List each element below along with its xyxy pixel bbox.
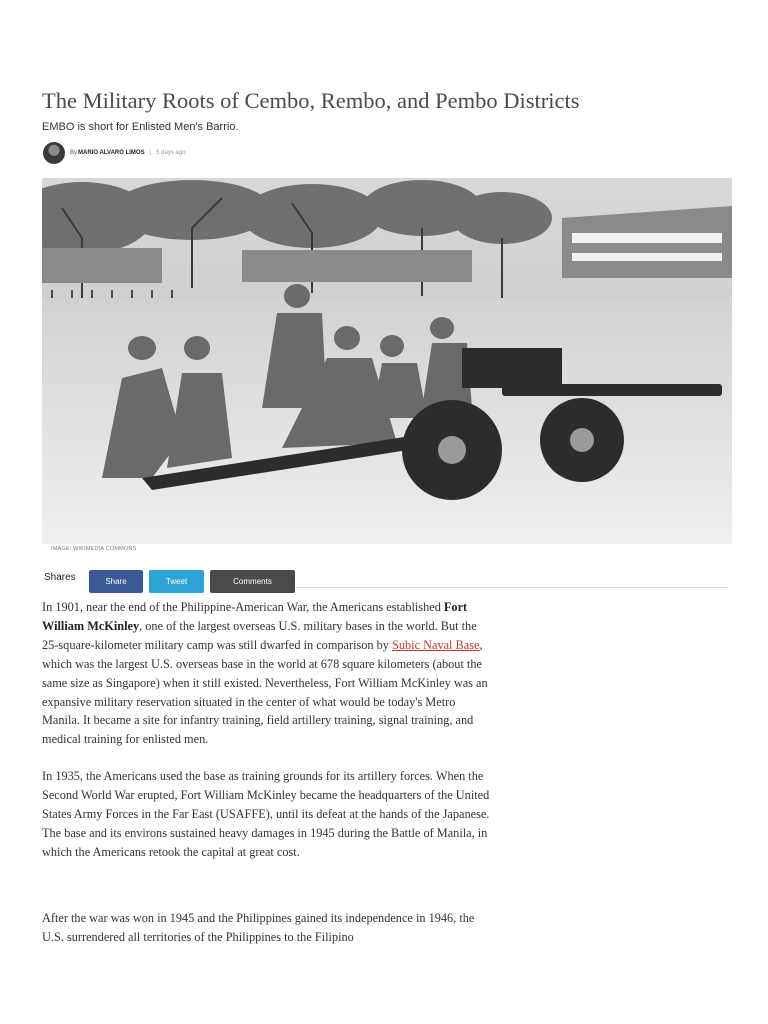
share-divider xyxy=(296,587,728,588)
paragraph-text: , one of the largest overseas U.S. military bases in the world. But the 25-square-kilometer military camp was still dwarfed in comparison by xyxy=(42,618,477,652)
facebook-share-button[interactable]: Share xyxy=(89,570,143,593)
article-paragraph xyxy=(42,598,494,749)
image-credit: IMAGE: WIKIMEDIA COMMONS xyxy=(51,546,137,552)
article-paragraph: In 1935, the Americans used the base as training grounds for its artillery forces. When the Second World War erupted, Fort William McKinley became the headquarters of the United States Army Forces in the Far East (USAFFE), until its defeat at the hands of the Japanese. The base and its environs sustained heavy damages in 1945 during the Battle of Manila, in which the Americans retook the capital at great cost. xyxy=(42,769,490,859)
article-subtitle: EMBO is short for Enlisted Men's Barrio. xyxy=(42,121,239,133)
byline-separator: | xyxy=(149,150,152,156)
subic-naval-base-link[interactable]: Subic Naval Base xyxy=(392,637,480,652)
author-name-link[interactable]: MARIO ALVARO LIMOS xyxy=(78,150,145,156)
paragraph-text: , which was the largest U.S. overseas base in the world at 678 square kilometers (about the same size as Singapore) when it still existed. Nevertheless, Fort William McKinley was an expansive military reservation situated in the center of what would be today's Metro Manila. It became a site for infantry training, field artillery training, signal training, and medical training for enlisted men. xyxy=(42,637,488,747)
twitter-tweet-button[interactable]: Tweet xyxy=(149,570,204,593)
article-paragraph: After the war was won in 1945 and the Philippines gained its independence in 1946, the U.S. surrendered all territories of the Philippines to the Filipino xyxy=(42,910,475,944)
byline xyxy=(43,142,186,164)
hero-photo-illustration xyxy=(42,178,732,544)
shares-label: Shares xyxy=(44,572,76,583)
publish-time: 5 days ago xyxy=(156,150,186,156)
article-body xyxy=(42,598,494,965)
byline-by: By xyxy=(70,150,78,156)
bold-term: Fort William McKinley xyxy=(42,600,468,633)
article-title: The Military Roots of Cembo, Rembo, and Pembo Districts xyxy=(42,88,580,113)
author-avatar[interactable] xyxy=(43,142,65,164)
paragraph-text: In 1901, near the end of the Philippine-American War, the Americans established xyxy=(42,600,444,614)
hero-image xyxy=(42,178,732,544)
comments-button[interactable]: Comments xyxy=(210,570,295,593)
